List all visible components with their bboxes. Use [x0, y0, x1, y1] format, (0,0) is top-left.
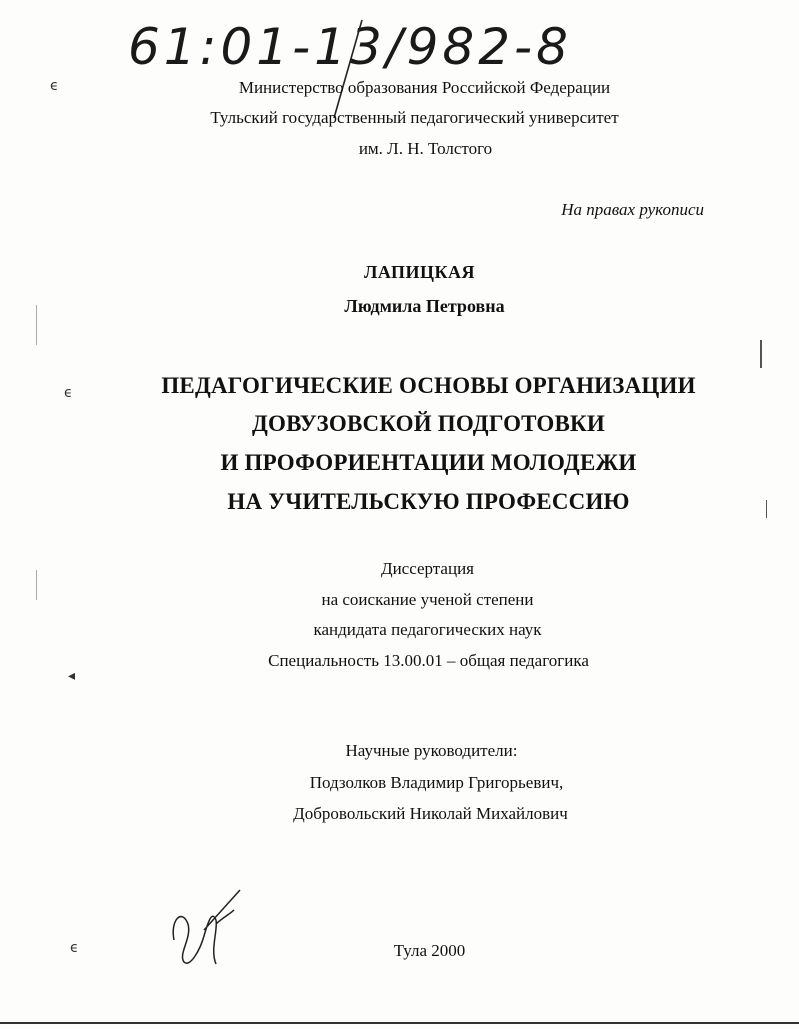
title-line: ПЕДАГОГИЧЕСКИЕ ОСНОВЫ ОРГАНИЗАЦИИ	[161, 373, 696, 398]
title-line: НА УЧИТЕЛЬСКУЮ ПРОФЕССИЮ	[227, 489, 630, 514]
manuscript-note: На правах рукописи	[561, 200, 704, 219]
title-line: И ПРОФОРИЕНТАЦИИ МОЛОДЕЖИ	[220, 450, 637, 475]
degree-specialty: Специальность 13.00.01 – общая педагогика	[268, 651, 589, 670]
scan-artifact	[760, 340, 762, 368]
archive-code: 61:01-13/982-8	[128, 18, 572, 76]
author-surname: ЛАПИЦКАЯ	[363, 262, 475, 282]
supervisors-label: Научные руководители:	[345, 741, 518, 760]
named-after-line: им. Л. Н. Толстого	[358, 139, 493, 158]
title-line: ДОВУЗОВСКОЙ ПОДГОТОВКИ	[251, 411, 606, 436]
scan-edge	[0, 1022, 799, 1024]
margin-mark-icon: ϵ	[70, 940, 79, 956]
degree-purpose: на соискание ученой степени	[321, 590, 534, 609]
city-year: Тула 2000	[393, 941, 466, 960]
margin-mark-icon: ϵ	[50, 78, 59, 94]
supervisor-name: Добровольский Николай Михайлович	[293, 804, 568, 823]
margin-mark-icon: ◂	[68, 668, 76, 684]
supervisor-name: Подзолков Владимир Григорьевич,	[309, 773, 564, 792]
degree-type: Диссертация	[380, 559, 474, 578]
author-given-names: Людмила Петровна	[344, 296, 505, 316]
university-line: Тульский государственный педагогический университет	[210, 108, 619, 127]
ministry-line: Министерство образования Российской Федерации	[238, 78, 611, 97]
degree-name: кандидата педагогических наук	[313, 620, 542, 639]
margin-mark-icon: ϵ	[64, 385, 73, 401]
